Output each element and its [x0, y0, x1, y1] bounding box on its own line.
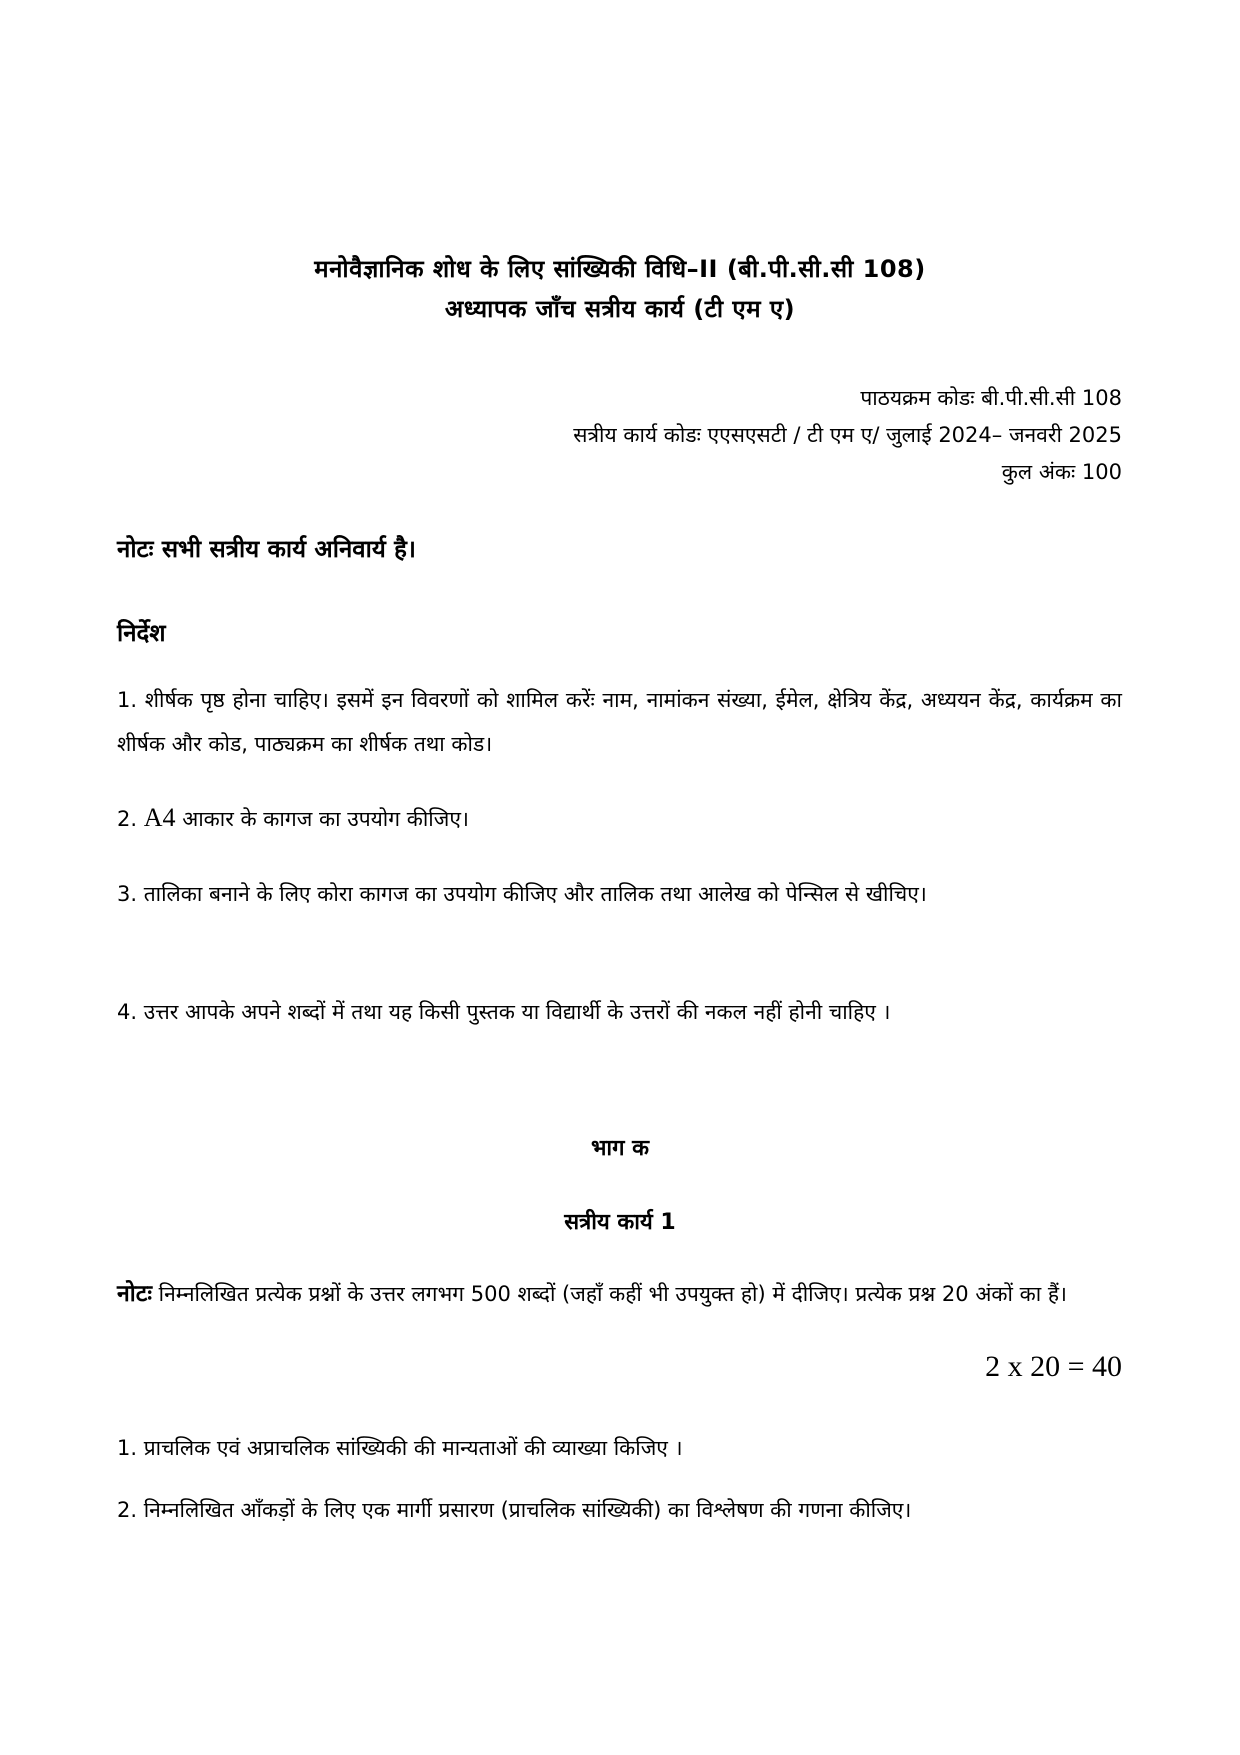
general-note: नोटः सभी सत्रीय कार्य अनिवार्य है। — [117, 535, 416, 563]
section-note — [117, 1275, 1127, 1313]
instruction-item: 3. तालिका बनाने के लिए कोरा कागज का उपयोग कीजिए और तालिक तथा आलेख को पेन्सिल से खीचिए। — [117, 882, 927, 906]
section-note-text: निम्नलिखित प्रत्येक प्रश्नों के उत्तर लगभग 500 शब्दों (जहाँ कहीं भी उपयुक्त हो) में दीजिए। प्रत्येक प्रश्न 20 अंकों का हैं। — [158, 1282, 1067, 1306]
document-subtitle: अध्यापक जाँच सत्रीय कार्य (टी एम ए) — [444, 295, 796, 323]
instruction-item — [117, 796, 1122, 841]
instructions-heading: निर्देश — [117, 619, 166, 647]
question-item: 1. प्राचलिक एवं अप्राचलिक सांख्यिकी की मान्यताओं की व्याख्या किजिए । — [117, 1436, 683, 1460]
course-code: पाठयक्रम कोडः बी.पी.सी.सी 108 — [860, 386, 1122, 410]
instruction-item: 1. शीर्षक पृष्ठ होना चाहिए। इसमें इन विवरणों को शामिल करेंः नाम, नामांकन संख्या, ईमेल, क्षेत्रिय केंद्र, अध्ययन केंद्र, कार्यक्रम का शीर्षक और कोड, पाठ्यक्रम का शीर्षक तथा कोड। — [117, 688, 1122, 756]
part-heading: भाग क — [590, 1136, 650, 1161]
total-marks: कुल अंकः 100 — [1001, 460, 1122, 484]
section-note-label: नोटः — [117, 1281, 152, 1307]
paper-size: A4 — [143, 803, 176, 832]
assignment-code: सत्रीय कार्य कोडः एएसएसटी / टी एम ए/ जुलाई 2024– जनवरी 2025 — [573, 423, 1122, 447]
instruction-text: आकार के कागज का उपयोग कीजिए। — [182, 807, 469, 831]
assignment-heading: सत्रीय कार्य 1 — [564, 1210, 676, 1235]
instruction-item: 4. उत्तर आपके अपने शब्दों में तथा यह किसी पुस्तक या विद्यार्थी के उत्तरों की नकल नहीं होनी चाहिए । — [117, 1000, 891, 1024]
marks-distribution: 2 x 20 = 40 — [985, 1350, 1122, 1383]
question-item: 2. निम्नलिखित आँकड़ों के लिए एक मार्गी प्रसारण (प्राचलिक सांख्यिकी) का विश्लेषण की गणना कीजिए। — [117, 1498, 912, 1522]
instruction-number: 2. — [117, 807, 138, 831]
document-title: मनोवैज्ञानिक शोध के लिए सांख्यिकी विधि–II (बी.पी.सी.सी 108) — [314, 255, 926, 283]
